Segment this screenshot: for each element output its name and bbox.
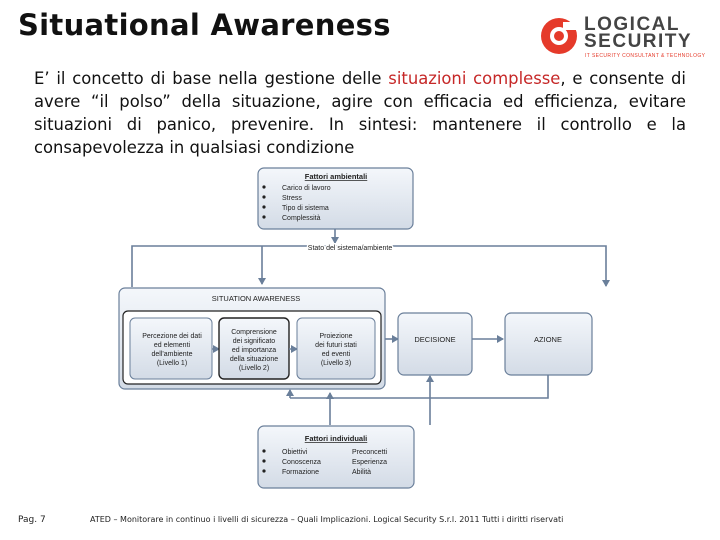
individual-item: Formazione (282, 469, 319, 476)
level-1-line: dell'ambiente (151, 351, 193, 358)
logo-tagline: IT SECURITY CONSULTANT & TECHNOLOGY (585, 53, 706, 59)
intro-highlight: situazioni complesse (388, 69, 561, 88)
action-box (505, 313, 592, 375)
individual-item: Esperienza (352, 459, 388, 466)
decision-box (398, 313, 472, 375)
environment-factors-box (258, 168, 413, 229)
feedback-line-left (132, 246, 262, 287)
individual-item: Preconcetti (352, 449, 388, 456)
level-3-line: Proiezione (319, 333, 353, 340)
individual-item: Obiettivi (282, 449, 308, 456)
level-2-line: Comprensione (231, 329, 277, 336)
level-3-line: dei futuri stati (315, 342, 357, 349)
individual-item: Abilità (352, 469, 372, 476)
level-2-line: dei significato (232, 338, 276, 345)
environment-item: Tipo di sistema (282, 205, 329, 212)
level-1-line: Percezione dei dati (142, 333, 202, 340)
sa-title: SITUATION AWARENESS (211, 294, 301, 303)
intro-text-end: , e consente di avere “il polso” della situazione, agire con efficacia ed efficienza, evitare situazioni di panico, prevenire. In sintesi: mantenere il controllo e la consapevolezza in qualsiasi condizione (34, 69, 686, 157)
decision-label: DECISIONE (414, 335, 456, 344)
level-2-box (219, 318, 289, 379)
level-3-box (297, 318, 375, 379)
action-label: AZIONE (534, 335, 562, 344)
individual-factors-box (258, 426, 414, 488)
individual-item: Conoscenza (282, 459, 321, 466)
state-label: Stato del sistema/ambiente (307, 245, 393, 252)
level-2-line: (Livello 2) (238, 365, 270, 372)
individual-title: Fattori individuali (304, 434, 368, 443)
level-1-line: (Livello 1) (156, 360, 188, 367)
logo-line-2: SECURITY (584, 31, 693, 52)
level-3-line: (Livello 3) (320, 360, 352, 367)
footer-copyright: ATED – Monitorare in continuo i livelli di sicurezza – Quali Implicazioni. Logical Security S.r.l. 2011 Tutti i diritti riservati (90, 515, 564, 524)
environment-title: Fattori ambientali (304, 172, 368, 181)
level-2-line: ed importanza (231, 347, 277, 354)
level-2-line: della situazione (229, 356, 279, 363)
intro-text-start: E’ il concetto di base nella gestione delle (34, 69, 389, 88)
level-1-box (130, 318, 212, 379)
level-3-line: ed eventi (321, 351, 351, 358)
environment-item: Carico di lavoro (282, 185, 331, 192)
logo-line-1: LOGICAL (584, 14, 680, 35)
environment-item: Complessità (282, 215, 321, 222)
level-1-line: ed elementi (153, 342, 191, 349)
environment-item: Stress (282, 195, 302, 202)
page-number: Pag. 7 (18, 515, 46, 525)
slide-title: Situational Awareness (18, 8, 391, 42)
